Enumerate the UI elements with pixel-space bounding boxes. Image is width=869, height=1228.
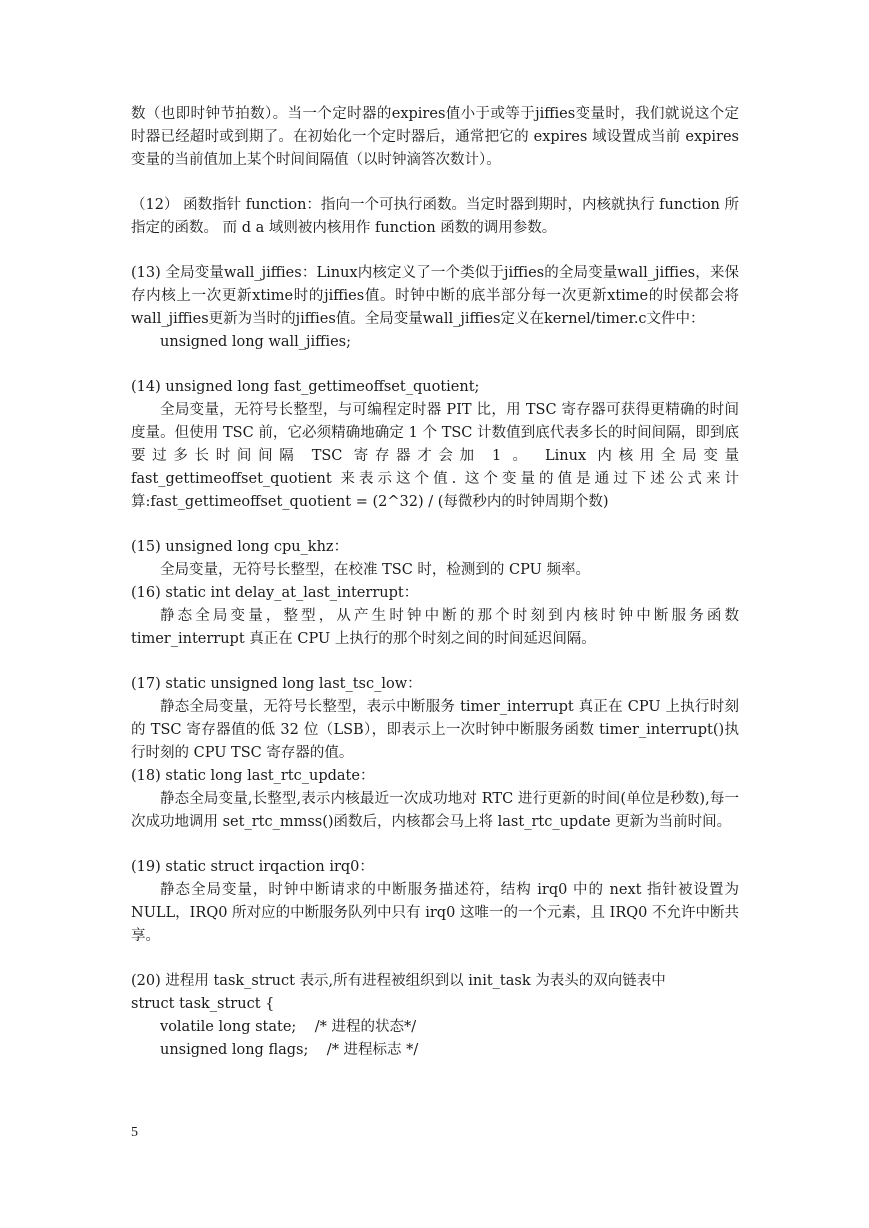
heading-19: (19) static struct irqaction irq0： [131, 859, 374, 875]
paragraph-14-body: 全局变量，无符号长整型，与可编程定时器 PIT 比，用 TSC 寄存器可获得更精确的时间度量。但使用 TSC 前，它必须精确地确定 1 个 TSC 计数值到底代表多长的时间间隔，即到底要过多长时间间隔 TSC 寄存器才会加 1 。 Linux 内核用全局变量 fast_gettimeoffset_quotient 来表示这个值. 这个变量的值是通过下述公式来计算:fast_gettimeoffset_quotient = (2^32) / (每微秒内的时钟周期个数) [131, 402, 739, 510]
heading-20: (20) 进程用 task_struct 表示,所有进程被组织到以 init_task 为表头的双向链表中 [131, 973, 666, 989]
paragraph-19-body: 静态全局变量，时钟中断请求的中断服务描述符，结构 irq0 中的 next 指针被设置为 NULL，IRQ0 所对应的中断服务队列中只有 irq0 这唯一的一个元素，且 IRQ0 不允许中断共享。 [131, 882, 739, 944]
paragraph-12-function: （12） 函数指针 function：指向一个可执行函数。当定时器到期时，内核就执行 function 所指定的函数。 而 d a 域则被内核用作 function 函数的调用参数。 [131, 197, 739, 236]
paragraph-18-body: 静态全局变量,长整型,表示内核最近一次成功地对 RTC 进行更新的时间(单位是秒数),每一次成功地调用 set_rtc_mmss()函数后，内核都会马上将 last_rtc_update 更新为当前时间。 [131, 791, 739, 830]
paragraph-17-body: 静态全局变量，无符号长整型，表示中断服务 timer_interrupt 真正在 CPU 上执行时刻的 TSC 寄存器值的低 32 位（LSB），即表示上一次时钟中断服务函数 timer_interrupt()执行时刻的 CPU TSC 寄存器的值。 [131, 699, 739, 761]
code-line-state: volatile long state; /* 进程的状态*/ [160, 1019, 417, 1035]
heading-18: (18) static long last_rtc_update： [131, 768, 375, 784]
heading-14: (14) unsigned long fast_gettimeoffset_quotient; [131, 379, 480, 395]
paragraph-16-body: 静态全局变量，整型，从产生时钟中断的那个时刻到内核时钟中断服务函数 timer_interrupt 真正在 CPU 上执行的那个时刻之间的时间延迟间隔。 [131, 608, 739, 647]
code-struct-open: struct task_struct { [131, 996, 275, 1012]
heading-15: (15) unsigned long cpu_khz： [131, 539, 349, 555]
code-line-flags: unsigned long flags; /* 进程标志 */ [160, 1042, 419, 1058]
paragraph-15-body: 全局变量，无符号长整型，在校准 TSC 时，检测到的 CPU 频率。 [160, 562, 590, 578]
paragraph-expires: 数（也即时钟节拍数）。当一个定时器的expires值小于或等于jiffies变量时，我们就说这个定时器已经超时或到期了。在初始化一个定时器后，通常把它的 expires 域设置成当前 expires 变量的当前值加上某个时间间隔值（以时钟滴答次数计）。 [131, 106, 739, 168]
heading-16: (16) static int delay_at_last_interrupt： [131, 585, 419, 601]
paragraph-13-wall-jiffies: (13) 全局变量wall_jiffies：Linux内核定义了一个类似于jiffies的全局变量wall_jiffies，来保存内核上一次更新xtime时的jiffies值。时钟中断的底半部分每一次更新xtime的时侯都会将wall_jiffies更新为当时的jiffies值。全局变量wall_jiffies定义在kernel/timer.c文件中： [131, 265, 739, 327]
heading-17: (17) static unsigned long last_tsc_low： [131, 676, 422, 692]
page-body [131, 103, 739, 1062]
page-number: 5 [131, 1125, 138, 1140]
code-line-wall-jiffies: unsigned long wall_jiffies; [160, 334, 352, 350]
